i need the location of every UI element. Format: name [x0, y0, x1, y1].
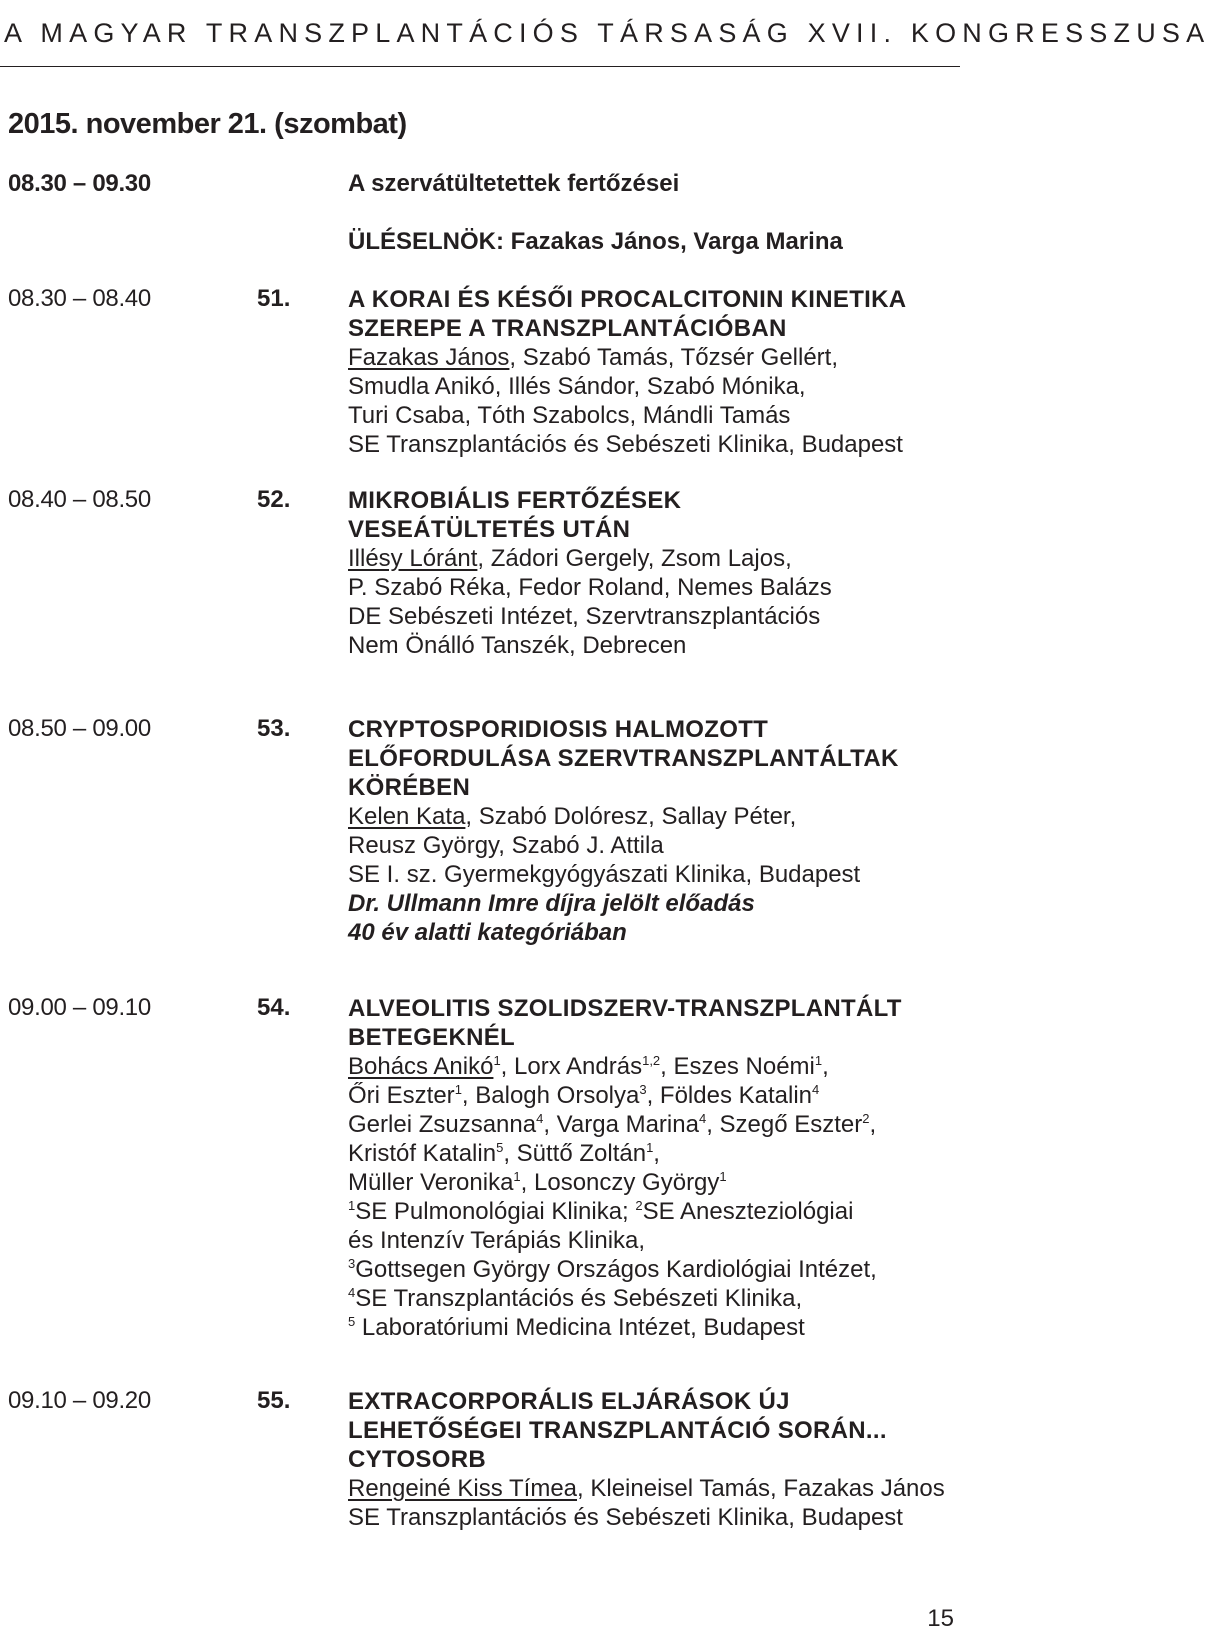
session-chairs: ÜLÉSELNÖK: Fazakas János, Varga Marina — [348, 228, 843, 255]
presenter-name: Kelen Kata — [348, 803, 466, 830]
author-line: P. Szabó Réka, Fedor Roland, Nemes Balázs — [348, 574, 832, 601]
affiliation-line: Nem Önálló Tanszék, Debrecen — [348, 632, 687, 659]
session-time: 08.30 – 09.30 — [8, 170, 151, 197]
talk-number: 53. — [257, 715, 291, 742]
talk-55 — [348, 1387, 945, 1532]
author-line: Reusz György, Szabó J. Attila — [348, 832, 664, 859]
day-heading: 2015. november 21. (szombat) — [8, 108, 407, 140]
author-line: Turi Csaba, Tóth Szabolcs, Mándli Tamás — [348, 402, 791, 429]
affiliation-line: $^3$Gottsegen György Országos Kardiológiai Intézet, — [348, 1256, 877, 1283]
affiliation-line: $^1$SE Pulmonológiai Klinika; $^2$SE Aneszteziológiai — [348, 1198, 854, 1225]
affiliation-line: és Intenzív Terápiás Klinika, — [348, 1227, 646, 1254]
talk-52 — [348, 486, 832, 660]
talk-number: 51. — [257, 285, 291, 312]
talk-title-line: KÖRÉBEN — [348, 774, 471, 801]
award-note: Dr. Ullmann Imre díjra jelölt előadás — [348, 890, 755, 917]
author-line: Gerlei Zsuzsanna$^4$, Varga Marina$^4$, Szegő Eszter$^2$, — [348, 1111, 877, 1138]
affiliation-line: SE I. sz. Gyermekgyógyászati Klinika, Budapest — [348, 861, 861, 888]
author-line: Illésy Lóránt, Zádori Gergely, Zsom Lajos, — [348, 545, 792, 572]
author-line: Őri Eszter$^1$, Balogh Orsolya$^3$, Földes Katalin$^4$ — [348, 1082, 820, 1109]
author-line: Fazakas János, Szabó Tamás, Tőzsér Gellért, — [348, 344, 839, 371]
affiliation-line: SE Transzplantációs és Sebészeti Klinika, Budapest — [348, 431, 903, 458]
presenter-name: Fazakas János — [348, 344, 510, 371]
talk-time: 08.30 – 08.40 — [8, 285, 151, 312]
author-line: Bohács Anikó$^1$, Lorx András$^{1,2}$, Eszes Noémi$^1$, — [348, 1053, 829, 1080]
talk-time: 08.50 – 09.00 — [8, 715, 151, 742]
affiliation-line: $^4$SE Transzplantációs és Sebészeti Klinika, — [348, 1285, 803, 1312]
presenter-name: Bohács Anikó — [348, 1053, 494, 1080]
author-line: Kristóf Katalin$^5$, Süttő Zoltán$^1$, — [348, 1140, 660, 1167]
talk-number: 54. — [257, 994, 291, 1021]
talk-time: 09.00 – 09.10 — [8, 994, 151, 1021]
talk-time: 08.40 – 08.50 — [8, 486, 151, 513]
affiliation-line: DE Sebészeti Intézet, Szervtranszplantációs — [348, 603, 821, 630]
talk-title-line: ALVEOLITIS SZOLIDSZERV-TRANSZPLANTÁLT — [348, 995, 902, 1022]
talk-title-line: CRYPTOSPORIDIOSIS HALMOZOTT — [348, 716, 769, 743]
congress-header: A MAGYAR TRANSZPLANTÁCIÓS TÁRSASÁG XVII. KONGRESSZUSA — [4, 18, 1210, 48]
author-line: Smudla Anikó, Illés Sándor, Szabó Mónika, — [348, 373, 806, 400]
presenter-name: Rengeiné Kiss Tímea — [348, 1475, 578, 1502]
talk-title-line: A KORAI ÉS KÉSŐI PROCALCITONIN KINETIKA — [348, 286, 907, 313]
talk-title-line: SZEREPE A TRANSZPLANTÁCIÓBAN — [348, 315, 787, 342]
affiliation-line: SE Transzplantációs és Sebészeti Klinika, Budapest — [348, 1504, 903, 1531]
talk-title-line: CYTOSORB — [348, 1446, 486, 1473]
talk-53 — [348, 715, 899, 947]
session-title: A szervátültetettek fertőzései — [348, 170, 680, 197]
author-line: Müller Veronika$^1$, Losonczy György$^1$ — [348, 1169, 727, 1196]
talk-time: 09.10 – 09.20 — [8, 1387, 151, 1414]
talk-title-line: BETEGEKNÉL — [348, 1024, 516, 1051]
talk-number: 52. — [257, 486, 291, 513]
talk-title-line: EXTRACORPORÁLIS ELJÁRÁSOK ÚJ — [348, 1388, 790, 1415]
talk-number: 55. — [257, 1387, 291, 1414]
header-rule — [0, 66, 960, 67]
award-note: 40 év alatti kategóriában — [348, 919, 627, 946]
talk-title-line: MIKROBIÁLIS FERTŐZÉSEK — [348, 487, 682, 514]
talk-title-line: ELŐFORDULÁSA SZERVTRANSZPLANTÁLTAK — [348, 745, 899, 772]
affiliation-line: $^5$ Laboratóriumi Medicina Intézet, Budapest — [348, 1314, 805, 1341]
talk-54 — [348, 994, 902, 1342]
talk-title-line: VESEÁTÜLTETÉS UTÁN — [348, 516, 631, 543]
author-line: Rengeiné Kiss Tímea, Kleineisel Tamás, Fazakas János — [348, 1475, 945, 1502]
page-number: 15 — [927, 1605, 954, 1632]
talk-51 — [348, 285, 906, 459]
author-line: Kelen Kata, Szabó Dolóresz, Sallay Péter, — [348, 803, 797, 830]
presenter-name: Illésy Lóránt — [348, 545, 478, 572]
talk-title-line: LEHETŐSÉGEI TRANSZPLANTÁCIÓ SORÁN... — [348, 1417, 887, 1444]
